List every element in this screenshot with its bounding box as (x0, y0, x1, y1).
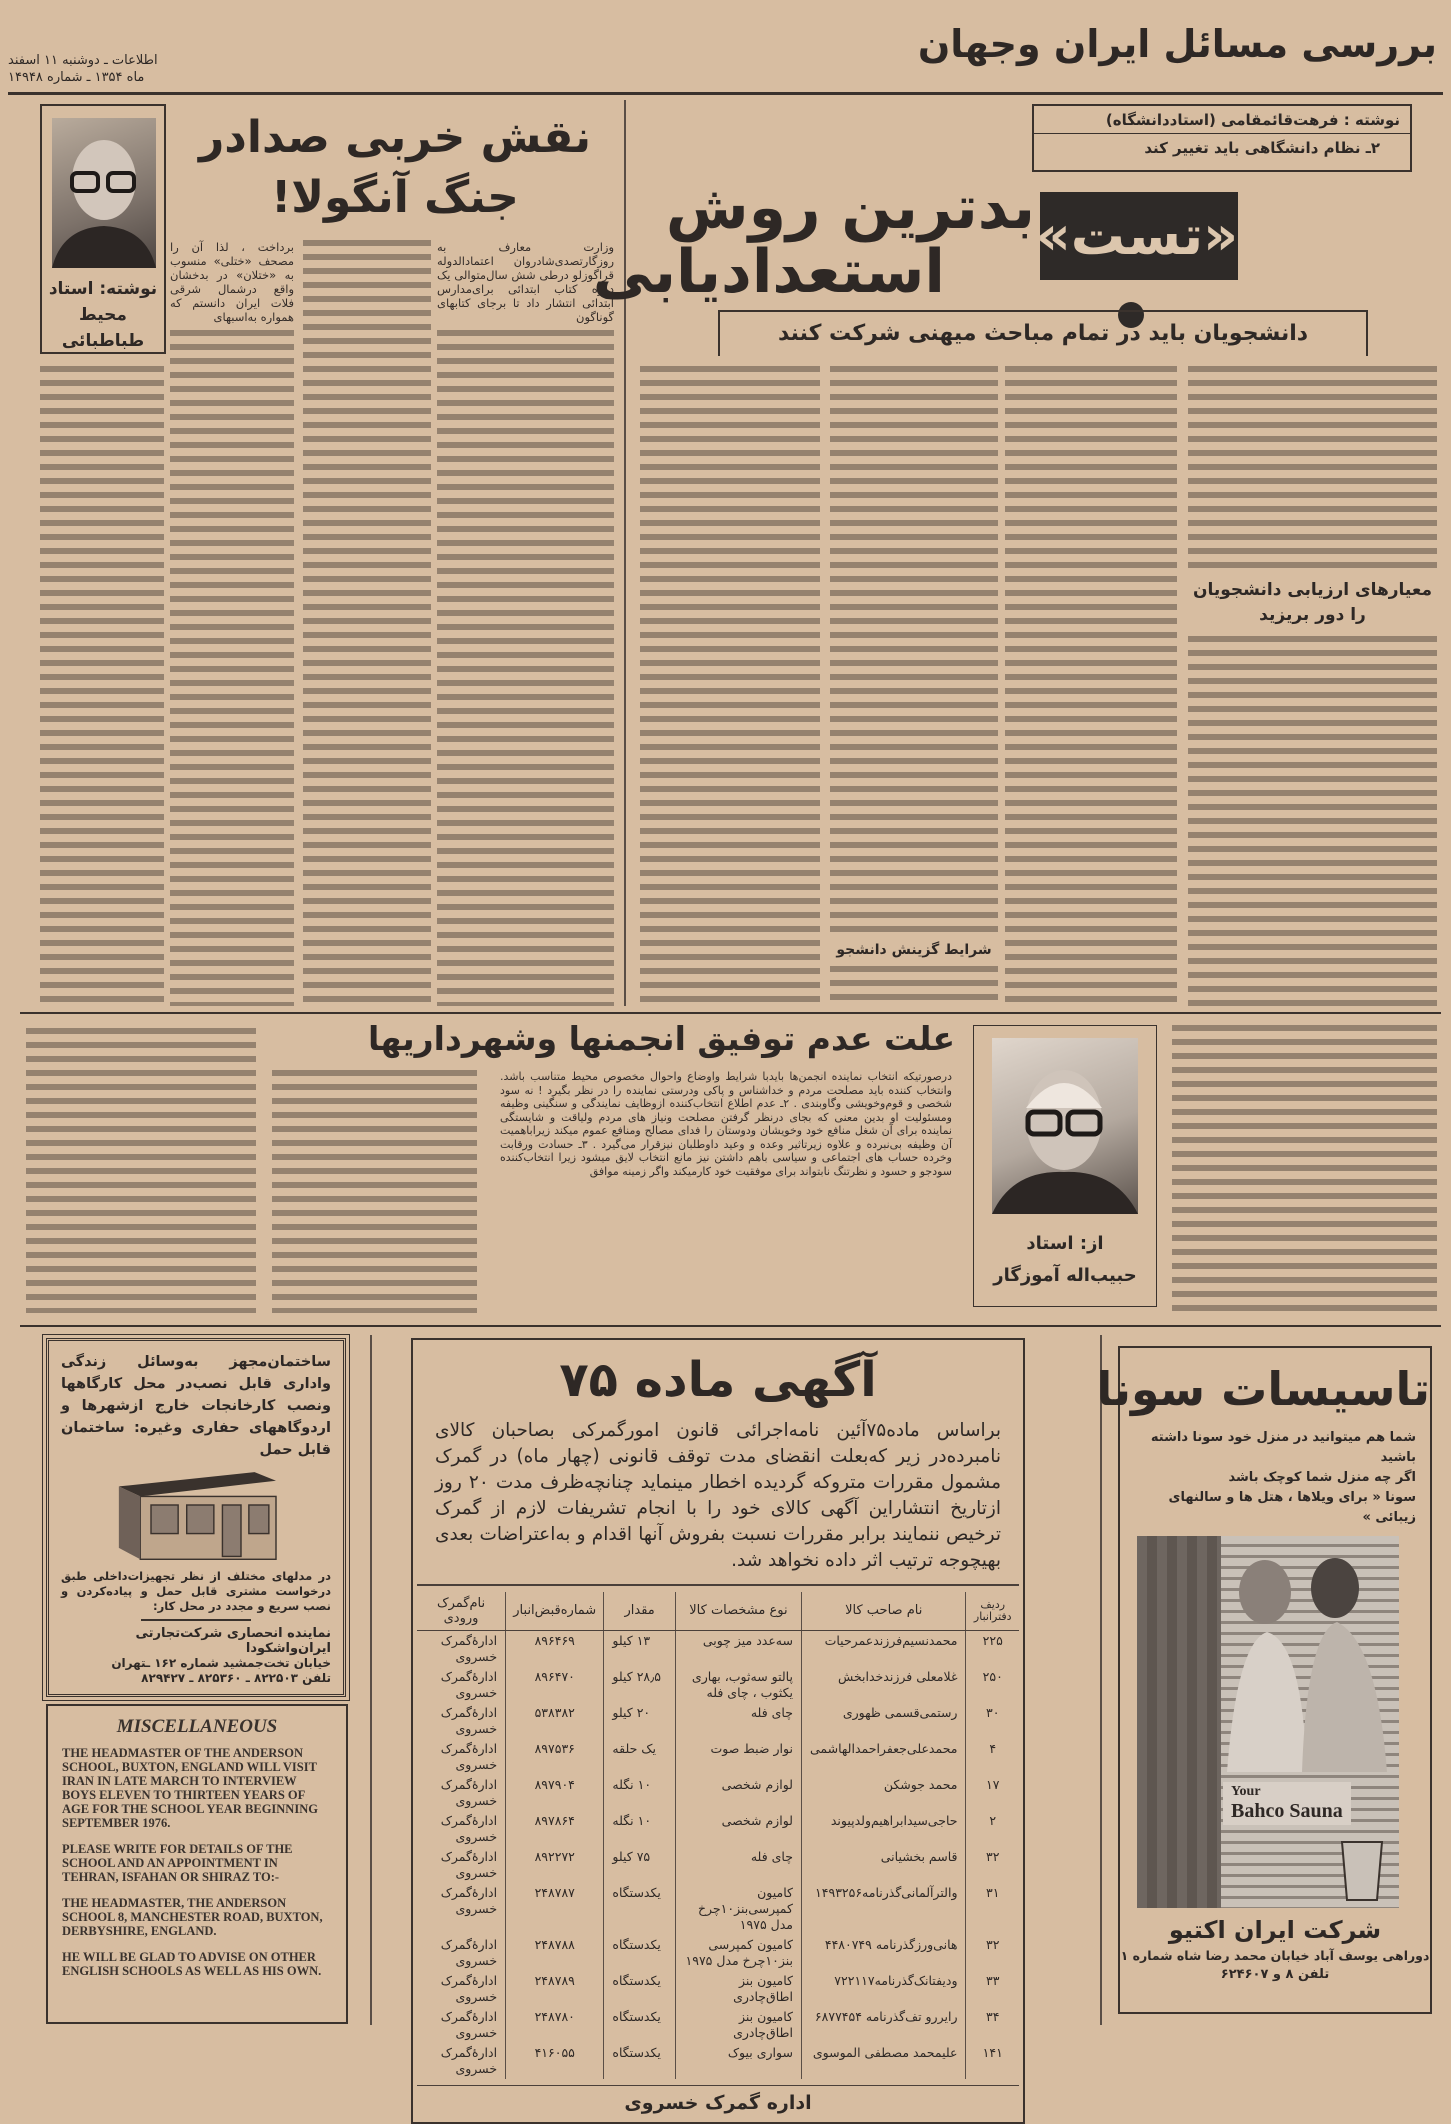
portable-building-illustration (78, 1465, 314, 1565)
article-body-text (1172, 1025, 1437, 1315)
table-cell-col-goods: لوازم شخصی (675, 1775, 801, 1811)
section-heading: شرایط گزینش دانشجو (836, 942, 992, 958)
table-cell-col-goods: کامیون بنز اطاق‌چادری (675, 2007, 801, 2043)
table-cell-col-quantity: ۱۰ نگله (604, 1775, 675, 1811)
article-body-text (303, 240, 431, 1006)
article-column (437, 240, 614, 1006)
table-cell-col-customs-office: ادارهٔ‌گمرک خسروی (440, 1668, 498, 1700)
table-cell-col-ledger-row: ۳۳ (966, 1971, 1019, 2007)
table-cell-col-owner: رایررو تف‌گذرنامه ۶۸۷۷۴۵۴ (801, 2007, 966, 2043)
column-divider (370, 1335, 372, 2025)
headline-line: جنگ آنگولا! (271, 172, 519, 223)
ad-paragraph: HE WILL BE GLAD TO ADVISE ON OTHER ENGLISH SCHOOLS AS WELL AS HIS OWN. (62, 1950, 322, 1978)
table-cell-col-owner: هانی‌ورزگذرنامه ۴۴۸۰۷۴۹ (801, 1935, 966, 1971)
table-cell-col-customs-office: ادارهٔ‌گمرک خسروی (440, 2044, 498, 2076)
ad-text (1132, 1428, 1416, 1528)
table-row (417, 1883, 1019, 1935)
brand-large: Bahco Sauna (1231, 1800, 1343, 1822)
portrait-face-icon (992, 1038, 1138, 1214)
ad-divider (141, 1619, 251, 1621)
ad-details: در مدلهای مختلف از نظر تجهیزات‌داخلی طبق درخواست مشتری قابل حمل و پیاده‌کردن و نصب سریع و مجدد در محل کار: (61, 1569, 331, 1613)
table-cell-col-customs-office: ادارهٔ‌گمرک خسروی (440, 1740, 498, 1772)
section-heading: معیارهای ارزیابی دانشجویان را دور بریزید (1193, 580, 1432, 625)
author-name: حبیب‌اله آموزگار (993, 1265, 1137, 1286)
author-label: از: استاد (1026, 1233, 1104, 1254)
author-label: نوشته: استاد (48, 279, 158, 299)
author-portrait (992, 1038, 1138, 1214)
table-header-col-goods: نوع مشخصات کالا (675, 1592, 801, 1631)
table-cell-col-goods: کامیون کمپرسی‌بنز۱۰چرخ مدل ۱۹۷۵ (675, 1883, 801, 1935)
table-cell-col-customs-office: ادارهٔ‌گمرک خسروی (440, 1776, 498, 1808)
table-cell-col-receipt-number: ۸۹۶۴۷۰ (506, 1667, 604, 1703)
table-cell-col-receipt-number: ۲۴۸۷۸۰ (506, 2007, 604, 2043)
article-body-text (26, 1028, 256, 1313)
table-row (417, 1667, 1019, 1703)
ad-customs-notice (411, 1338, 1025, 2124)
article-body-text: وزارت معارف به روزگارتصدی‌شادروان اعتمادالدوله قراگوزلو درطی شش سال‌متوالی یک دوره کتاب ابتدائی برای‌مدارس ابتدائی انتشار داد تا برجای کتابهای گوناگون (437, 240, 614, 324)
table-cell-col-owner: والترآلمانی‌گذرنامه۱۴۹۳۲۵۶ (801, 1883, 966, 1935)
table-header-col-ledger-row: ردیف دفترانبار (966, 1592, 1019, 1631)
headline-line: استعدادیابی (592, 237, 945, 307)
table-cell-col-ledger-row: ۲۵۰ (966, 1667, 1019, 1703)
ad-line: سونا « برای ویلاها ، هتل ها و سالنهای زیبائی » (1168, 1490, 1416, 1525)
ad-phone: تلفن ۸۲۲۵۰۳ ـ ۸۲۵۳۶۰ ـ ۸۲۹۴۲۷ (141, 1670, 331, 1685)
issue-date (8, 52, 238, 86)
ad-headline: ساختمان‌مجهز به‌وسائل زندگی واداری قابل نصب‌در محل کارگاهها ونصب کارخانجات خارج ازشهرها و اردوگاههای حفاری وغیره: ساختمان قابل حمل (61, 1354, 331, 1458)
sauna-brand-label (1223, 1782, 1351, 1825)
issue-date-line: اطلاعات ـ دوشنبه ۱۱ اسفند (8, 53, 158, 68)
table-row (417, 2007, 1019, 2043)
ad-title: تاسیسات سونا (1096, 1362, 1430, 1416)
ad-title: آگهی ماده ۷۵ (559, 1352, 877, 1408)
table-header-row (417, 1592, 1019, 1631)
headline-line: بدترین روش (665, 173, 1035, 243)
table-cell-col-quantity: ۱۳ کیلو (604, 1630, 675, 1667)
ad-sauna (1096, 1346, 1432, 2014)
table-row (417, 1811, 1019, 1847)
article-body-text (1188, 636, 1437, 1006)
column-divider (624, 100, 626, 1006)
table-cell-col-goods: سه‌عدد میز چوبی (675, 1630, 801, 1667)
table-cell-col-owner: محمدعلی‌جعفراحمدالهاشمی (801, 1739, 966, 1775)
subheadline-box: دانشجویان باید در تمام مباحث میهنی شرکت کنند (718, 310, 1368, 356)
ad-contact (61, 1626, 331, 1686)
table-cell-col-customs-office: ادارهٔ‌گمرک خسروی (440, 1884, 498, 1916)
article-body-text (437, 330, 614, 1006)
table-cell-col-goods: کامیون بنز اطاق‌چادری (675, 1971, 801, 2007)
column-divider (1100, 1335, 1102, 2025)
table-cell-col-ledger-row: ۳۰ (966, 1703, 1019, 1739)
table-cell-col-customs-office: ادارهٔ‌گمرک خسروی (440, 1632, 498, 1664)
table-row (417, 1935, 1019, 1971)
table-cell-col-quantity: ۱۰ نگله (604, 1811, 675, 1847)
article-body-text (1005, 366, 1177, 1006)
table-header-col-customs-office: نام‌گمرک ورودی (417, 1592, 506, 1631)
ad-title: MISCELLANEOUS (116, 1716, 278, 1737)
customs-table (417, 1592, 1019, 2079)
author-portrait (52, 118, 156, 268)
article-body-text (1188, 366, 1437, 571)
ad-line: اگر چه منزل شما کوچک باشد (1228, 1470, 1416, 1485)
ad-paragraph: PLEASE WRITE FOR DETAILS OF THE SCHOOL AND AN APPOINTMENT IN TEHRAN, ISFAHAN OR SHIRAZ TO:- (62, 1842, 293, 1884)
table-header-col-quantity: مقدار (604, 1592, 675, 1631)
table-cell-col-goods: چای فله (675, 1703, 801, 1739)
article-body-text: درصورتیکه انتخاب نماینده انجمن‌ها بایدبا شرایط واوضاع واحوال مخصوص محیط متناسب باشد. وانتخاب کننده باید مصلحت مردم و خداشناس و پاکی ودرستی نماینده را در نظر بگیرد ! نه سود شخصی و قوم‌وخویشی وگاوبندی . ۲ـ عدم اطلاع انتخاب‌کننده ازوظایف نمایندگی و سنگینی وظیفه ومسئولیت او بدین معنی که بجای درنظر گرفتن مصلحت ونیاز های مردم ولیاقت و شایستگی نماینده برای آن شغل منافع خود وخویشان ودوستان را فدای مصالح ومنافع عموم میکند زیراباهمیت آن وظیفه بی‌نبرده و علاوه زیرتاثیر وعده و وعید داوطلبان نیزقرار می‌گیرد . ۳ـ حسادت ورقابت وخرده حساب های اجتماعی و سیاسی باهم داشتن نیز مانع انتخاب لایق میشود زیرا انتخاب‌کننده سودجو و حسود و نظرتنگ نابتواند برای موفقیت خود کارمیکند واگر زمینه موافق (500, 1070, 953, 1178)
author-name: محیط طباطبائی (61, 305, 145, 351)
table-cell-col-goods: لوازم شخصی (675, 1811, 801, 1847)
table-cell-col-quantity: یکدستگاه (604, 2007, 675, 2043)
table-cell-col-ledger-row: ۳۲ (966, 1847, 1019, 1883)
article-body-text: برداخت ، لذا آن را مصحف «ختلی» منسوب به «ختلان» در بدخشان واقع درشمال شرقی فلات ایران دانستم که همواره به‌اسبهای (170, 240, 294, 324)
table-cell-col-goods: نوار ضبط صوت (675, 1739, 801, 1775)
table-cell-col-quantity: یکدستگاه (604, 1935, 675, 1971)
author-caption (975, 1228, 1155, 1292)
table-row (417, 1775, 1019, 1811)
table-cell-col-quantity: یک حلقه (604, 1739, 675, 1775)
author-line: نوشته : فرهت‌قائمقامی (استاددانشگاه) (1034, 106, 1410, 134)
bucket-icon (1337, 1832, 1387, 1902)
table-bottom-rule (417, 2085, 1019, 2087)
table-cell-col-ledger-row: ۳۱ (966, 1883, 1019, 1935)
table-cell-col-ledger-row: ۲۲۵ (966, 1630, 1019, 1667)
ad-body: براساس ماده۷۵آئین نامه‌اجرائی قانون امورگمرکی بصاحبان کالای نامبرده‌در زیر که‌بعلت انقضای مدت توقف قانونی (چهار ماه) در گمرک مشمول مقررات متروکه گردیده اخطار مینماید چنانچه‌ظرف مدت ۲۰ روز ازتاریخ انتشاراین آگهی کالای خود را با انجام تشریفات لازم از گمرک ترخیص ننمایند برابر مقررات نسبت بفروش آنها اقدام و به‌اعتراضات بعدی بهیچوجه ترتیب اثر داده نخواهد شد. (435, 1420, 1002, 1571)
article-headline: علت عدم توفیق انجمنها وشهرداریها (368, 1019, 955, 1058)
table-cell-col-receipt-number: ۸۹۶۴۶۹ (506, 1630, 604, 1667)
article-headline (175, 108, 615, 228)
table-row (417, 1971, 1019, 2007)
article-body-text (830, 966, 998, 1006)
ad-paragraph: THE HEADMASTER, THE ANDERSON SCHOOL 8, MANCHESTER ROAD, BUXTON, DERBYSHIRE, ENGLAND. (62, 1896, 323, 1938)
badge-test: «تست» (1040, 192, 1238, 280)
table-cell-col-ledger-row: ۳۲ (966, 1935, 1019, 1971)
table-cell-col-goods: کامیون کمپرسی بنز۱۰چرخ مدل ۱۹۷۵ (675, 1935, 801, 1971)
author-box (1032, 104, 1412, 172)
table-cell-col-receipt-number: ۴۱۶۰۵۵ (506, 2043, 604, 2079)
brand-small: Your (1231, 1784, 1261, 1799)
series-line: ۲ـ نظام دانشگاهی باید تغییر کند (1144, 139, 1380, 157)
table-cell-col-quantity: یکدستگاه (604, 1971, 675, 2007)
table-cell-col-receipt-number: ۲۴۸۷۸۸ (506, 1935, 604, 1971)
article-headline (592, 173, 1035, 307)
ad-paragraph: THE HEADMASTER OF THE ANDERSON SCHOOL, BUXTON, ENGLAND WILL VISIT IRAN IN LATE MARCH TO INTERVIEW BOYS ELEVEN TO THIRTEEN YEARS OF AGE FOR THE SCHOOL YEAR BEGINNING SEPTEMBER 1976. (62, 1746, 318, 1830)
table-cell-col-quantity: یکدستگاه (604, 1883, 675, 1935)
table-cell-col-receipt-number: ۸۹۷۵۳۶ (506, 1739, 604, 1775)
table-cell-col-receipt-number: ۸۹۷۹۰۴ (506, 1775, 604, 1811)
table-cell-col-ledger-row: ۲ (966, 1811, 1019, 1847)
ad-agent: نماینده انحصاری شرکت‌تجارتی ایران‌واشکودا (135, 1625, 331, 1656)
ad-portable-building (46, 1338, 346, 1697)
table-top-rule (417, 1584, 1019, 1586)
table-cell-col-owner: علیمحمد مصطفی الموسوی (801, 2043, 966, 2079)
table-cell-col-ledger-row: ۴ (966, 1739, 1019, 1775)
table-cell-col-receipt-number: ۸۹۷۸۶۴ (506, 1811, 604, 1847)
ad-phone: تلفن ۸ و ۶۲۴۶۰۷ (1220, 1967, 1330, 1982)
table-cell-col-receipt-number: ۲۴۸۷۸۹ (506, 1971, 604, 2007)
page-section-title: بررسی مسائل ایران وجهان (917, 22, 1437, 66)
table-cell-col-owner: ودیفتانک‌گذرنامه۷۲۲۱۱۷ (801, 1971, 966, 2007)
table-cell-col-goods: چای فله (675, 1847, 801, 1883)
article-body-text (272, 1070, 477, 1313)
table-header-col-owner: نام صاحب کالا (801, 1592, 966, 1631)
table-cell-col-customs-office: ادارهٔ‌گمرک خسروی (440, 1704, 498, 1736)
table-cell-col-goods: سواری بیوک (675, 2043, 801, 2079)
table-cell-col-ledger-row: ۱۷ (966, 1775, 1019, 1811)
article-body-text (640, 366, 820, 1006)
table-row (417, 1703, 1019, 1739)
article-body-text (830, 366, 998, 936)
table-cell-col-ledger-row: ۱۴۱ (966, 2043, 1019, 2079)
section-rule (20, 1012, 1441, 1014)
table-cell-col-quantity: ۷۵ کیلو (604, 1847, 675, 1883)
article-body-text (170, 330, 294, 1006)
sauna-photo (1137, 1536, 1399, 1908)
table-row (417, 1739, 1019, 1775)
ad-address: خیابان تخت‌جمشید شماره ۱۶۲ ـتهران (111, 1655, 331, 1670)
masthead-rule (8, 92, 1443, 95)
ad-footer: اداره گمرک خسروی (624, 2092, 812, 2114)
table-cell-col-receipt-number: ۵۳۸۳۸۲ (506, 1703, 604, 1739)
table-cell-col-quantity: یکدستگاه (604, 2043, 675, 2079)
table-cell-col-quantity: ۲۰ کیلو (604, 1703, 675, 1739)
people-figures-icon (1207, 1552, 1397, 1772)
table-cell-col-customs-office: ادارهٔ‌گمرک خسروی (440, 1972, 498, 2004)
article-body-text (40, 366, 164, 1006)
table-header-col-receipt-number: شماره‌قبض‌انبار (506, 1592, 604, 1631)
table-cell-col-owner: غلامعلی فرزندخدابخش (801, 1667, 966, 1703)
table-cell-col-customs-office: ادارهٔ‌گمرک خسروی (440, 2008, 498, 2040)
table-cell-col-quantity: ۲۸٫۵ کیلو (604, 1667, 675, 1703)
article-column (170, 240, 294, 1006)
table-cell-col-receipt-number: ۸۹۲۲۷۲ (506, 1847, 604, 1883)
table-cell-col-ledger-row: ۳۴ (966, 2007, 1019, 2043)
table-row (417, 1847, 1019, 1883)
issue-number-line: ماه ۱۳۵۴ ـ شماره ۱۴۹۴۸ (8, 70, 145, 85)
ad-company: شرکت ایران اکتیو (1168, 1916, 1382, 1944)
table-cell-col-owner: محمدنسیم‌فرزندعمرحیات (801, 1630, 966, 1667)
table-cell-col-goods: پالتو سه‌ثوب، بهاری یکثوب ، چای فله (675, 1667, 801, 1703)
table-cell-col-owner: رستمی‌قسمی ظهوری (801, 1703, 966, 1739)
section-rule (20, 1325, 1441, 1327)
table-row (417, 1630, 1019, 1667)
headline-line: نقش خربی صدادر (198, 112, 592, 163)
table-cell-col-customs-office: ادارهٔ‌گمرک خسروی (440, 1812, 498, 1844)
table-cell-col-receipt-number: ۲۴۸۷۸۷ (506, 1883, 604, 1935)
table-cell-col-customs-office: ادارهٔ‌گمرک خسروی (440, 1848, 498, 1880)
table-cell-col-customs-office: ادارهٔ‌گمرک خسروی (440, 1936, 498, 1968)
table-cell-col-owner: قاسم بخشیانی (801, 1847, 966, 1883)
ad-miscellaneous (46, 1704, 348, 2024)
author-caption (42, 276, 164, 354)
ad-address: دوراهی یوسف آباد خیابان محمد رضا شاه شماره ۱ (1120, 1948, 1430, 1963)
table-cell-col-owner: حاجی‌سیدابراهیم‌ولدپیوند (801, 1811, 966, 1847)
table-cell-col-owner: محمد جوشکن (801, 1775, 966, 1811)
portrait-face-icon (52, 118, 156, 268)
ad-line: شما هم میتوانید در منزل خود سونا داشته باشید (1150, 1430, 1416, 1465)
